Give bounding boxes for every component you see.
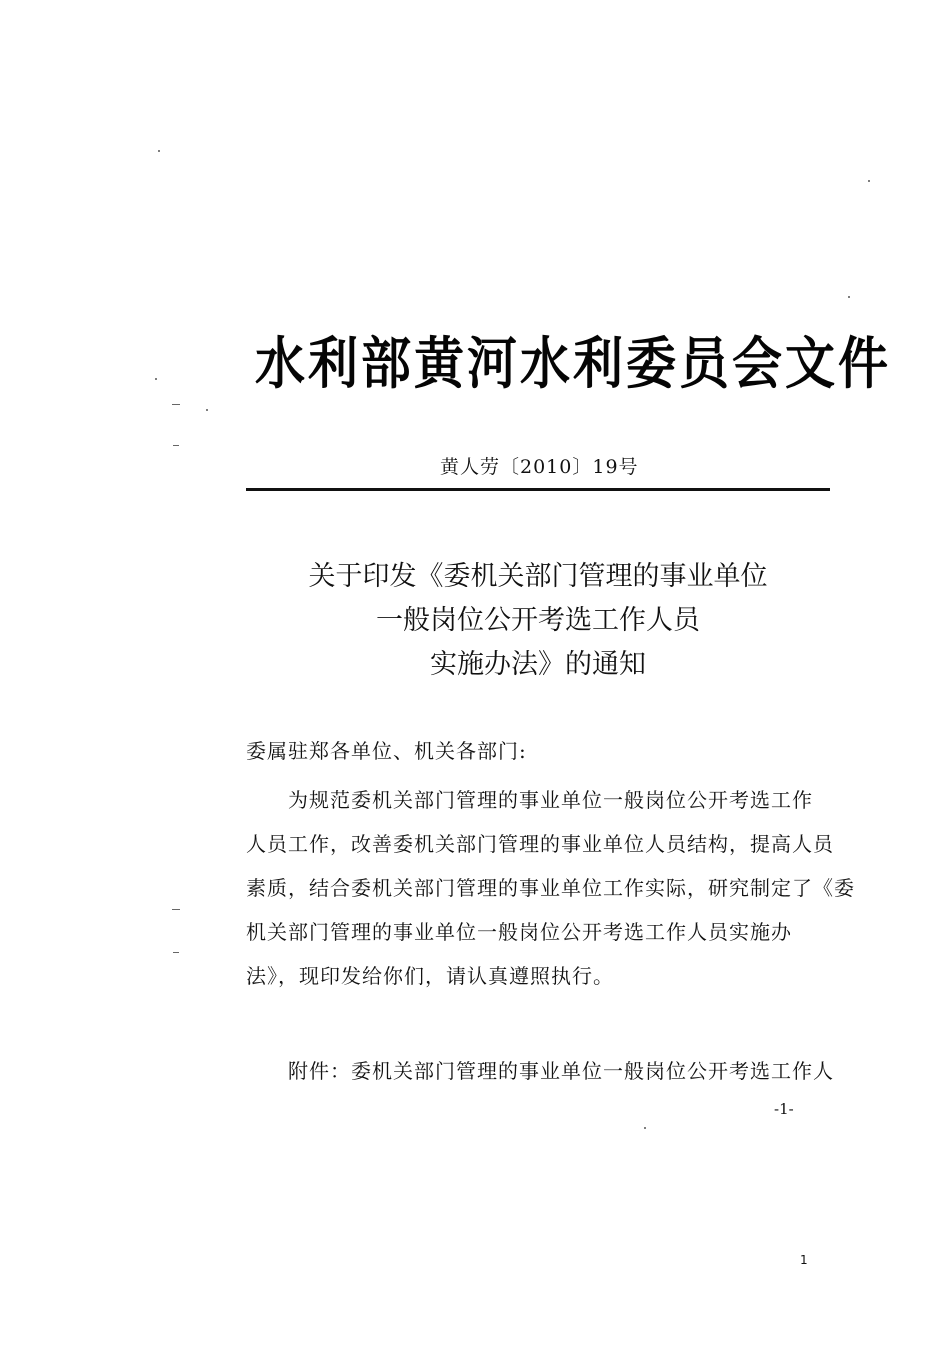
paragraph-line: 机关部门管理的事业单位一般岗位公开考选工作人员实施办 [246,920,792,944]
page-number-inner: -1- [774,1100,794,1118]
salutation: 委属驻郑各单位、机关各部门: [246,739,527,763]
paragraph-line: 人员工作，改善委机关部门管理的事业单位人员结构，提高人员 [246,832,834,856]
header-divider [246,488,830,491]
notice-title-line: 一般岗位公开考选工作人员 [376,605,700,636]
scan-mark [173,445,179,446]
attachment-note: 附件：委机关部门管理的事业单位一般岗位公开考选工作人 [288,1059,834,1083]
paragraph-line: 法》，现印发给你们，请认真遵照执行。 [246,964,614,988]
scan-speck [206,409,208,411]
scan-speck [155,378,157,380]
notice-title [246,555,830,687]
scan-mark [172,909,180,910]
scan-speck [158,150,160,152]
body-paragraph [246,778,855,998]
scan-speck [644,1127,646,1129]
scan-speck [848,296,850,298]
scan-speck [868,180,870,182]
document-number: 黄人劳〔2010〕19号 [440,456,639,478]
scan-mark [173,952,179,953]
paragraph-line: 素质，结合委机关部门管理的事业单位工作实际，研究制定了《委 [246,876,855,900]
notice-title-line: 关于印发《委机关部门管理的事业单位 [308,561,768,592]
paragraph-line: 为规范委机关部门管理的事业单位一般岗位公开考选工作 [288,788,813,812]
agency-title: 水利部黄河水利委员会文件 [255,331,891,397]
scan-mark [172,404,180,405]
page-number-footer: 1 [800,1253,808,1267]
notice-title-line: 实施办法》的通知 [430,649,646,680]
